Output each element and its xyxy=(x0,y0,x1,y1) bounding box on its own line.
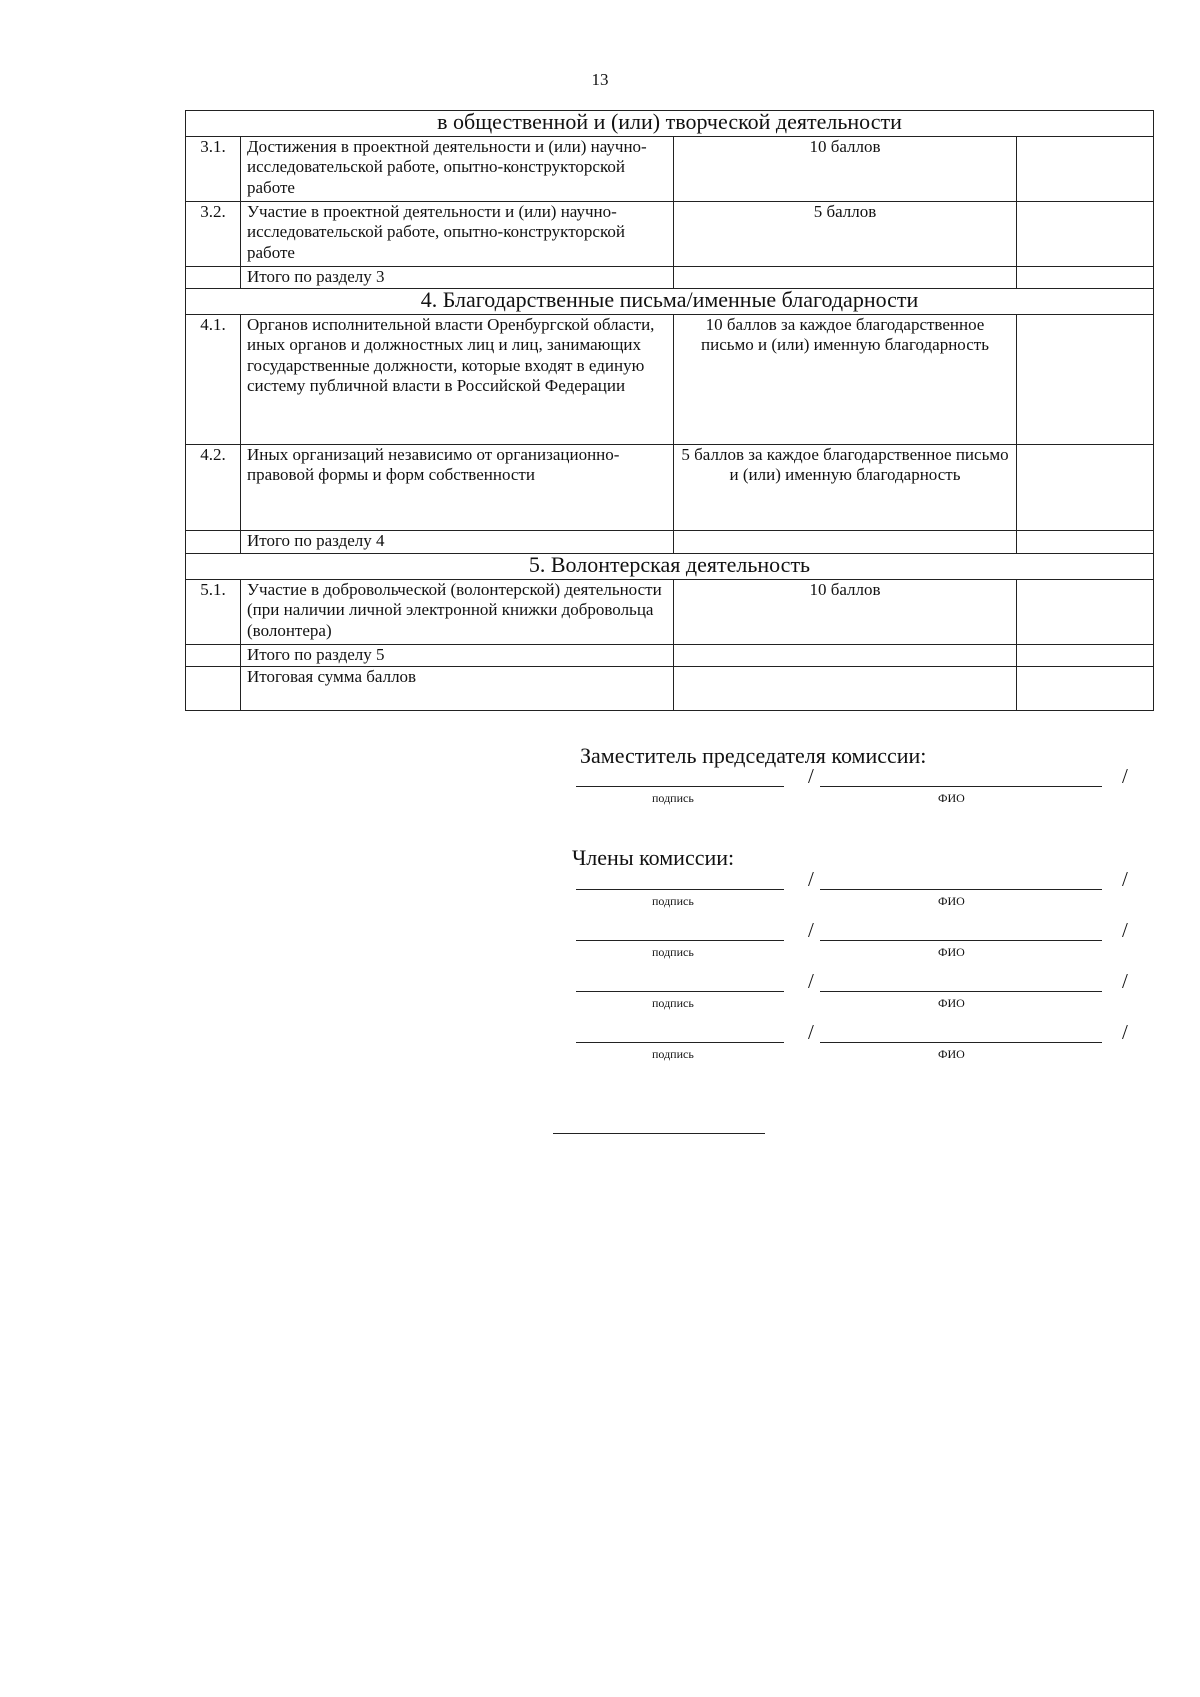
name-line xyxy=(820,1042,1102,1043)
signature-row xyxy=(576,920,1136,964)
signature-caption: подпись xyxy=(652,945,694,959)
name-line xyxy=(820,889,1102,890)
table-row xyxy=(186,137,1154,202)
page-number: 13 xyxy=(591,70,609,89)
score-cell xyxy=(1017,580,1154,645)
signature-line xyxy=(576,889,784,890)
points-cell: 10 баллов за каждое благодарственное письмо и (или) именную благодарность xyxy=(674,315,1017,445)
name-line xyxy=(820,991,1102,992)
section-4-heading: 4. Благодарственные письма/именные благодарности xyxy=(186,289,1154,315)
signature-caption: подпись xyxy=(652,791,694,805)
deputy-chairman-heading: Заместитель председателя комиссии: xyxy=(580,743,927,768)
slash: / xyxy=(808,918,814,942)
section-3-total-label: Итого по разделу 3 xyxy=(241,267,674,289)
score-cell xyxy=(1017,137,1154,202)
row-number: 3.2. xyxy=(186,202,241,267)
final-total-label: Итоговая сумма баллов xyxy=(241,667,674,711)
slash: / xyxy=(1122,867,1128,891)
table-row xyxy=(186,580,1154,645)
section-3-heading-row xyxy=(186,111,1154,137)
slash: / xyxy=(1122,764,1128,788)
table-row xyxy=(186,445,1154,531)
score-cell xyxy=(1017,267,1154,289)
final-total-row xyxy=(186,667,1154,711)
section-5-heading: 5. Волонтерская деятельность xyxy=(186,554,1154,580)
signature-caption: подпись xyxy=(652,894,694,908)
document-end-line xyxy=(553,1133,765,1134)
row-number: 3.1. xyxy=(186,137,241,202)
score-cell xyxy=(1017,645,1154,667)
points-cell: 5 баллов за каждое благодарственное письмо и (или) именную благодарность xyxy=(674,445,1017,531)
table-row xyxy=(186,202,1154,267)
name-caption: ФИО xyxy=(938,894,965,908)
points-cell: 5 баллов xyxy=(674,202,1017,267)
name-caption: ФИО xyxy=(938,791,965,805)
name-line xyxy=(820,940,1102,941)
name-line xyxy=(820,786,1102,787)
slash: / xyxy=(808,969,814,993)
members-heading: Члены комиссии: xyxy=(572,845,735,870)
section-4-total-row xyxy=(186,531,1154,554)
table-row xyxy=(186,315,1154,445)
signature-row xyxy=(576,766,1136,810)
section-4-total-label: Итого по разделу 4 xyxy=(241,531,674,554)
slash: / xyxy=(1122,918,1128,942)
score-cell xyxy=(1017,531,1154,554)
signature-caption: подпись xyxy=(652,996,694,1010)
signature-line xyxy=(576,1042,784,1043)
row-number: 5.1. xyxy=(186,580,241,645)
criterion-cell: Участие в добровольческой (волонтерской) деятельности (при наличии личной электронной книжки добровольца (волонтера) xyxy=(241,580,674,645)
slash: / xyxy=(808,1020,814,1044)
section-5-total-label: Итого по разделу 5 xyxy=(241,645,674,667)
score-cell xyxy=(1017,445,1154,531)
section-5-heading-row xyxy=(186,554,1154,580)
scoring-table xyxy=(185,110,1154,711)
points-cell: 10 баллов xyxy=(674,580,1017,645)
criterion-cell: Достижения в проектной деятельности и (или) научно-исследовательской работе, опытно-конструкторской работе xyxy=(241,137,674,202)
slash: / xyxy=(1122,1020,1128,1044)
name-caption: ФИО xyxy=(938,945,965,959)
criterion-cell: Иных организаций независимо от организационно-правовой формы и форм собственности xyxy=(241,445,674,531)
score-cell xyxy=(1017,202,1154,267)
row-number: 4.2. xyxy=(186,445,241,531)
section-3-heading: в общественной и (или) творческой деятельности xyxy=(186,111,1154,137)
signature-row xyxy=(576,971,1136,1015)
signature-row xyxy=(576,1022,1136,1066)
name-caption: ФИО xyxy=(938,996,965,1010)
signature-line xyxy=(576,786,784,787)
slash: / xyxy=(1122,969,1128,993)
section-5-total-row xyxy=(186,645,1154,667)
score-cell xyxy=(1017,667,1154,711)
criterion-cell: Участие в проектной деятельности и (или) научно-исследовательской работе, опытно-конструкторской работе xyxy=(241,202,674,267)
score-cell xyxy=(1017,315,1154,445)
criterion-cell: Органов исполнительной власти Оренбургской области, иных органов и должностных лиц и лиц, занимающих государственные должности, которые входят в единую систему публичной власти в Российской Федерации xyxy=(241,315,674,445)
name-caption: ФИО xyxy=(938,1047,965,1061)
slash: / xyxy=(808,867,814,891)
signature-line xyxy=(576,991,784,992)
signature-caption: подпись xyxy=(652,1047,694,1061)
signature-line xyxy=(576,940,784,941)
section-4-heading-row xyxy=(186,289,1154,315)
signature-row xyxy=(576,869,1136,913)
slash: / xyxy=(808,764,814,788)
row-number: 4.1. xyxy=(186,315,241,445)
section-3-total-row xyxy=(186,267,1154,289)
points-cell: 10 баллов xyxy=(674,137,1017,202)
